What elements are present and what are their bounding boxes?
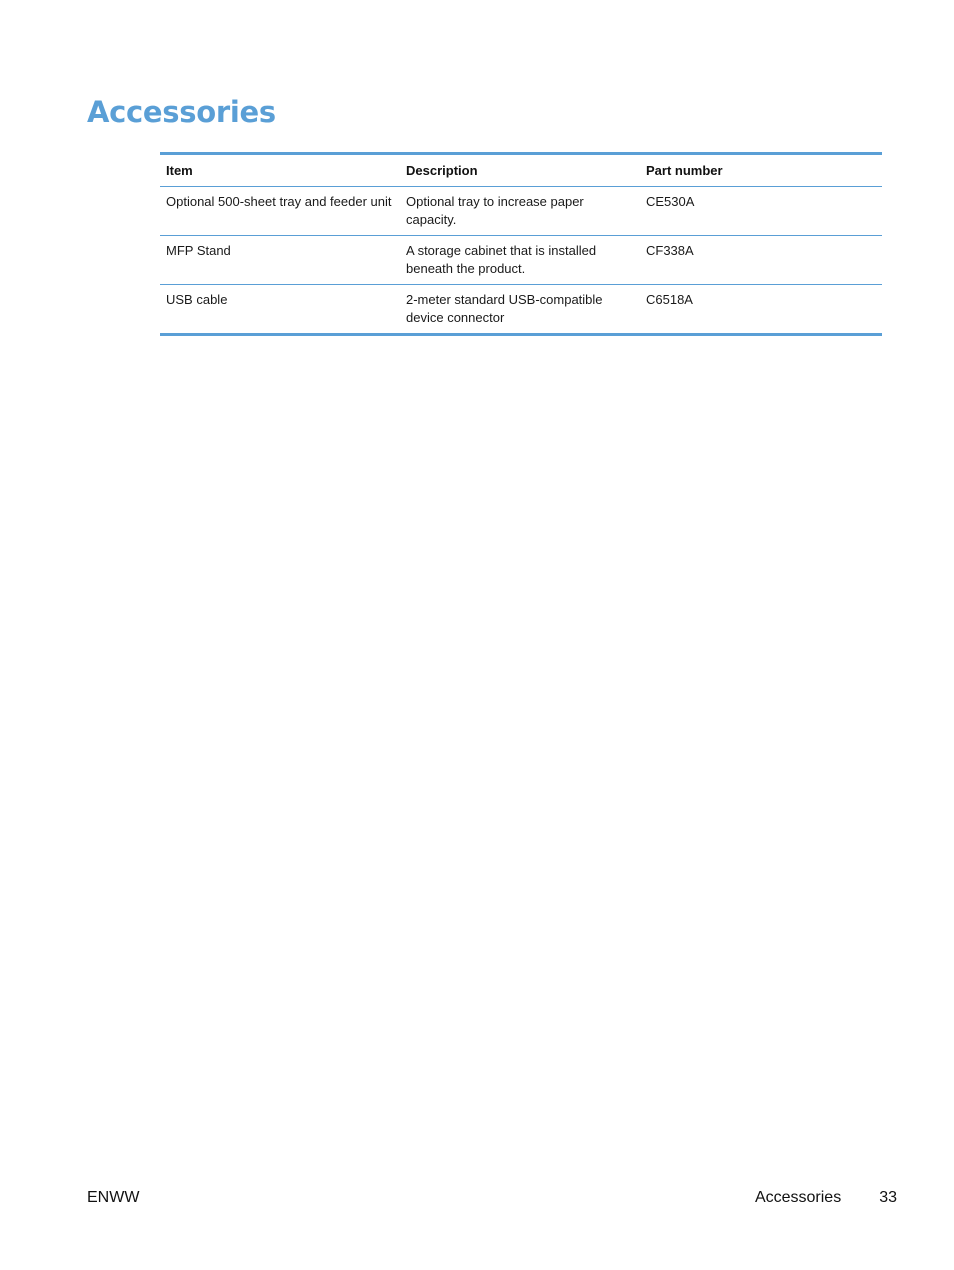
cell-part-number: C6518A xyxy=(640,285,882,335)
footer-right xyxy=(755,1189,897,1207)
cell-part-number: CF338A xyxy=(640,236,882,285)
table-row xyxy=(160,236,882,285)
cell-description: Optional tray to increase paper capacity. xyxy=(400,187,640,236)
column-header-description: Description xyxy=(406,162,478,178)
footer-page-number: 33 xyxy=(879,1189,897,1206)
accessories-table xyxy=(160,152,882,336)
cell-description: A storage cabinet that is installed beneath the product. xyxy=(400,236,640,285)
cell-part-number: CE530A xyxy=(640,187,882,236)
cell-item: Optional 500-sheet tray and feeder unit xyxy=(160,187,400,236)
column-header-item: Item xyxy=(166,162,193,178)
cell-item: MFP Stand xyxy=(160,236,400,285)
cell-description: 2-meter standard USB-compatible device connector xyxy=(400,285,640,335)
footer-section-name: Accessories xyxy=(754,1189,842,1206)
accessories-table-container xyxy=(160,152,882,336)
table-row xyxy=(160,285,882,335)
table-row xyxy=(160,187,882,236)
column-header-part-number: Part number xyxy=(646,162,723,178)
table-header-row xyxy=(160,154,882,187)
page-title: Accessories xyxy=(87,95,276,129)
footer-doc-code: ENWW xyxy=(87,1189,140,1206)
cell-item: USB cable xyxy=(160,285,400,335)
